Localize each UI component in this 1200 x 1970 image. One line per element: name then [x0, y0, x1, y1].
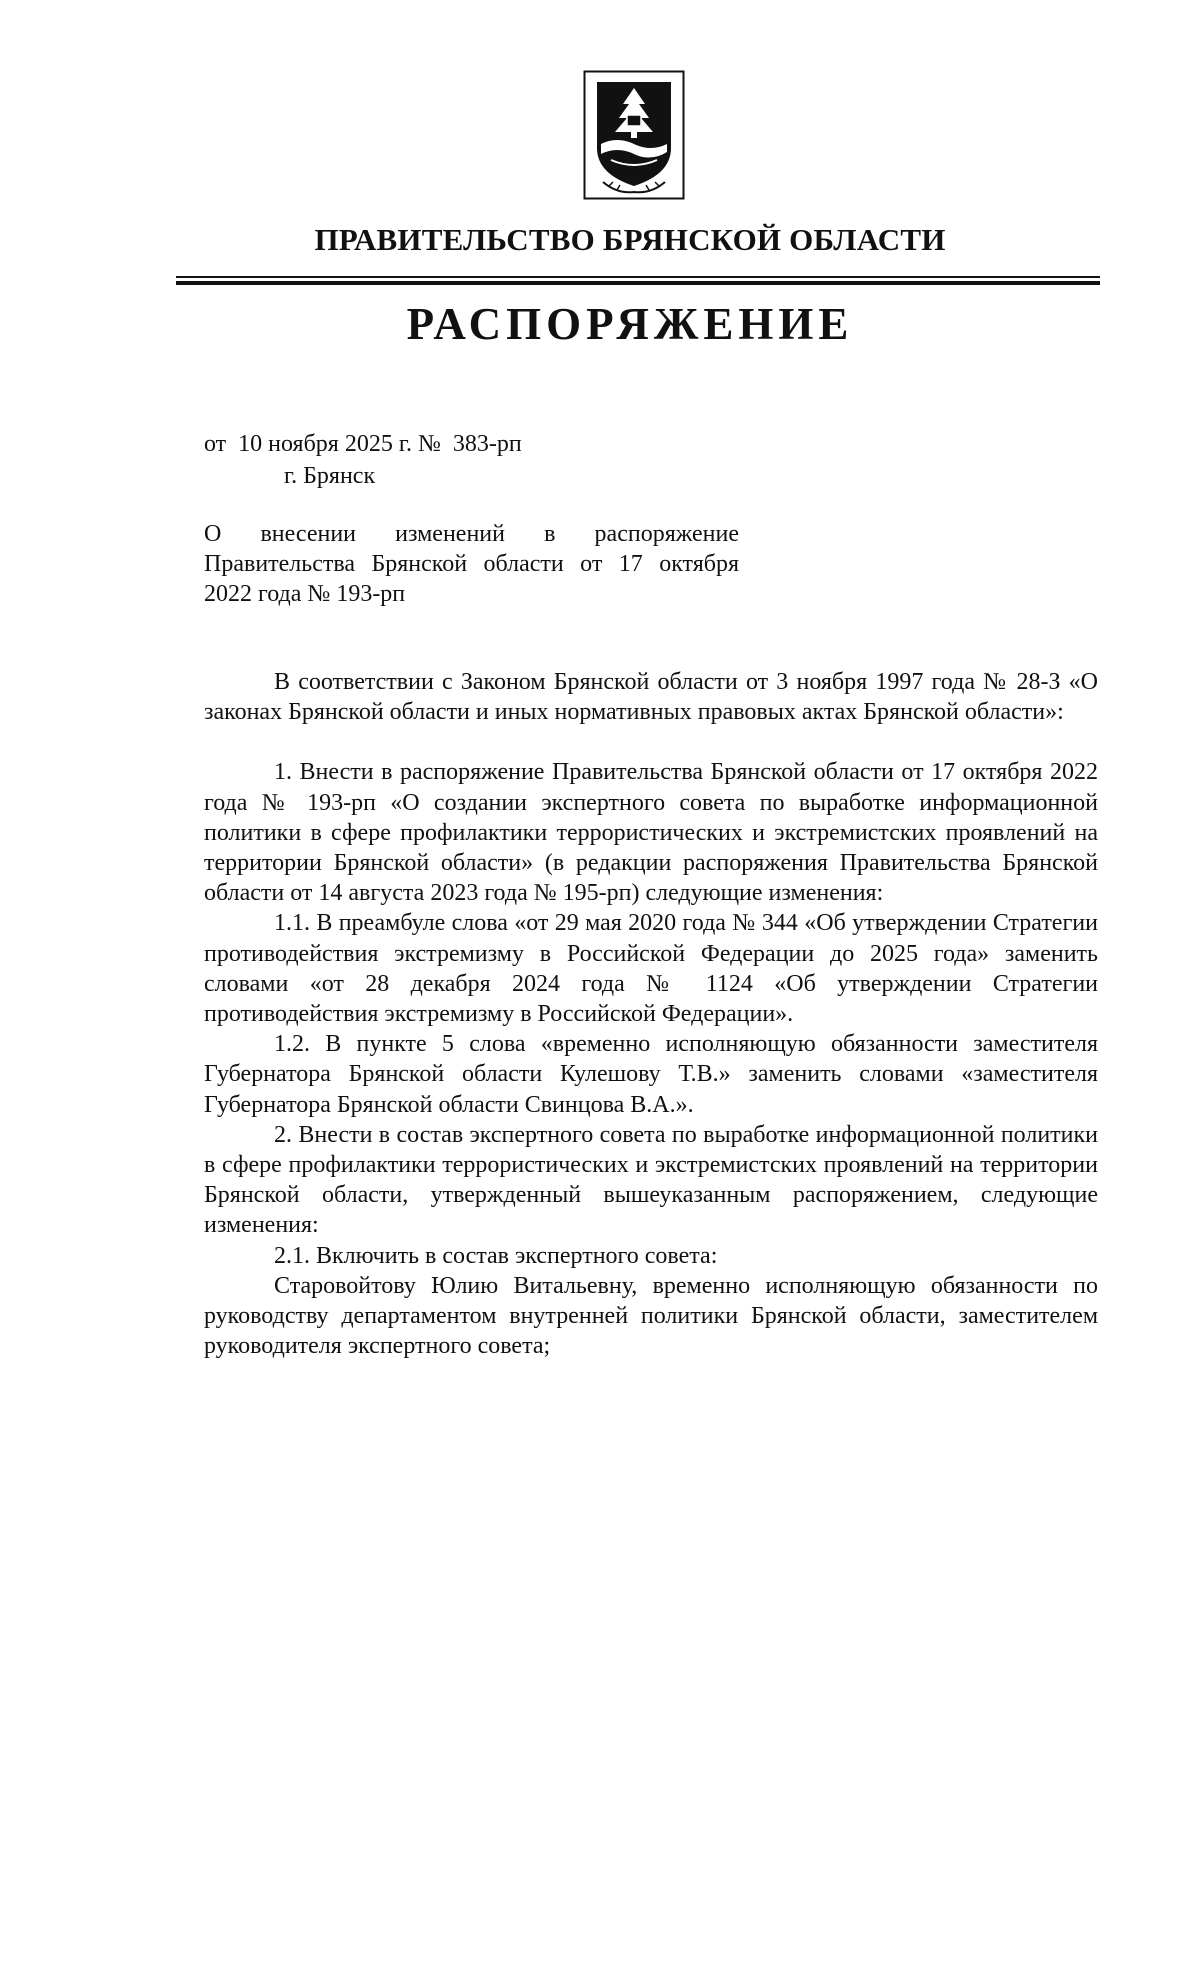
- clause-1-2: 1.2. В пункте 5 слова «временно исполняющую обязанности заместителя Губернатора Брянской области Кулешову Т.В.» заменить словами «заместителя Губернатора Брянской области Свинцова В.А.».: [204, 1031, 1098, 1118]
- header-divider-thick: [176, 281, 1100, 285]
- document-body: [204, 667, 1098, 1361]
- clause-2: 2. Внести в состав экспертного совета по выработке информационной политики в сфере профилактики террористических и экстремистских проявлений на территории Брянской области, утвержденный вышеуказанным распоряжением, следующие изменения:: [204, 1121, 1098, 1239]
- document-meta: [204, 428, 522, 492]
- clause-2-1: 2.1. Включить в состав экспертного совета:: [274, 1242, 718, 1269]
- document-city: г. Брянск: [284, 463, 376, 489]
- header-divider-thin: [176, 276, 1100, 278]
- subject-line: О внесении изменений в распоряжение: [204, 521, 739, 547]
- member-entry: Старовойтову Юлию Витальевну, временно исполняющую обязанности по руководству департаментом внутренней политики Брянской области, заместителем руководителя экспертного совета;: [204, 1272, 1098, 1360]
- subject-line: 2022 года № 193-рп: [204, 581, 406, 607]
- clause-1-1: 1.1. В преамбуле слова «от 29 мая 2020 года № 344 «Об утверждении Стратегии противодействия экстремизму в Российской Федерации до 2025 года» заменить словами «от 28 декабря 2024 года № 1124 «Об утверждении Стратегии противодействия экстремизму в Российской Федерации».: [204, 910, 1098, 1028]
- organization-name: ПРАВИТЕЛЬСТВО БРЯНСКОЙ ОБЛАСТИ: [314, 222, 946, 257]
- bryansk-coat-of-arms-icon: [583, 70, 685, 200]
- subject-line: Правительства Брянской области от 17 октября: [204, 551, 739, 577]
- document-date-number: от 10 ноября 2025 г. № 383-рп: [204, 431, 522, 457]
- clause-1: 1. Внести в распоряжение Правительства Брянской области от 17 октября 2022 года № 193-рп «О создании экспертного совета по выработке информационной политики в сфере профилактики террористических и экстремистских проявлений на территории Брянской области» (в редакции распоряжения Правительства Брянской области от 14 августа 2023 года № 195-рп) следующие изменения:: [204, 759, 1098, 907]
- document-subject: [204, 519, 739, 609]
- document-type-title: РАСПОРЯЖЕНИЕ: [406, 299, 854, 349]
- preamble-paragraph: В соответствии с Законом Брянской области от 3 ноября 1997 года № 28-З «О законах Брянской области и иных нормативных правовых актах Брянской области»:: [204, 669, 1098, 726]
